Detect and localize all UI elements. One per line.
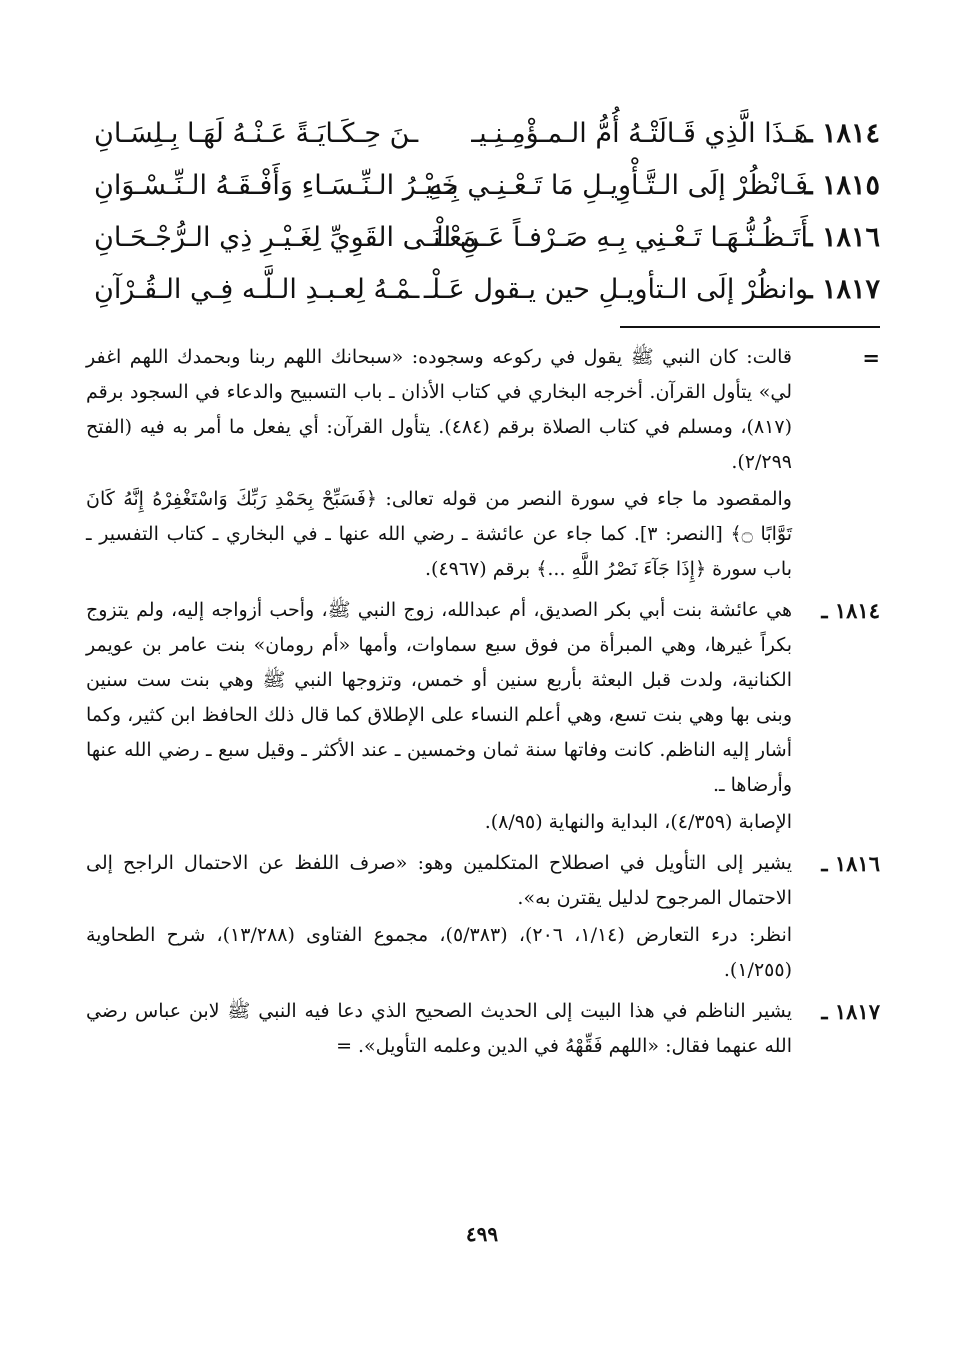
footnotes (86, 340, 880, 1070)
footnote-1816 (86, 846, 880, 988)
footnote-reference: الإصابة (٤/٣٥٩)، البداية والنهاية (٨/٩٥). (484, 811, 792, 833)
verse-first-hemistich: وانظُرْ إلَى الـتأويـلِ حين يـقول عَـلْـ (423, 274, 808, 305)
verse-number: ١٨١٦ ـ (804, 222, 880, 253)
page-number: ٤٩٩ (465, 1222, 499, 1246)
verse-first-hemistich: أَتَـظُـنُّـهَـا تَـعْـنِي بِـهِ صَـرْفـاً عَـنِ الْـ (427, 222, 808, 253)
verse-first-hemistich: هَـذَا الَّذِي قَـالَتْـهُ أُمُّ الـمـؤْمِـنِـيـ (471, 118, 808, 149)
verse-line (84, 108, 880, 160)
verse-first-hemistich: فَـانْظُرْ إلَى الـتَّـأْوِيـلِ مَا تَـعْـنِـي بِـهِ (428, 170, 808, 201)
verse-line (84, 160, 880, 212)
footnote-marker: = (862, 345, 880, 370)
verse-second-hemistich: خَـيْـرُ الـنِّـسَـاءِ وَأَفْـقَـهُ الـنِّـسْـوَانِ (94, 170, 459, 201)
verse-second-hemistich: ـنَ حِـكَـايَـةً عَـنْـهُ لَهَـا بِـلِسَـانِ (94, 118, 419, 149)
footnote-paragraph: هي عائشة بنت أبي بكر الصديق، أم عبدالله، زوج النبي ﷺ، وأحب أزواجه إليه، ولم يتزوج بكراً غيرها، وهي المبرأة من فوق سبع سماوات، وأمها «أم رومان» بنت عامر بن عويمر الكنانية، ولدت قبل البعثة بأربع سنين أو خمس، وتزوجها النبي ﷺ وهي بنت ست سنين وبنى بها وهي بنت تسع، وهي أعلم النساء على الإطلاق كما قال ذلك الحافظ ابن كثير، وكما أشار إليه الناظم. كانت وفاتها سنة ثمان وخمسين ـ عند الأكثر ـ وقيل سبع ـ رضي الله عنها وأرضاها ـ. (86, 599, 793, 796)
verse-number: ١٨١٤ ـ (804, 118, 880, 149)
verse-line (84, 212, 880, 264)
verse-number: ١٨١٧ ـ (804, 274, 880, 305)
footnote-1817 (86, 994, 880, 1064)
footnote-number: ١٨١٧ ـ (821, 999, 880, 1024)
verse-line (84, 264, 880, 316)
footnote-paragraph: والمقصود ما جاء في سورة النصر من قوله تعالى: ﴿فَسَبِّحْ بِحَمْدِ رَبِّكَ وَاسْتَغْفِرْهُ إِنَّهُ كَانَ تَوَّابًا ۝﴾ [النصر: ٣]. كما جاء عن عائشة ـ رضي الله عنها ـ في البخاري ـ كتاب التفسير ـ باب سورة ﴿إِذَا جَآءَ نَصْرُ اللَّهِ ...﴾ برقم (٤٩٦٧). (86, 488, 792, 580)
footnote-number: ١٨١٤ ـ (821, 598, 880, 623)
footnote-paragraph: قالت: كان النبي ﷺ يقول في ركوعه وسجوده: «سبحانك اللهم ربنا وبحمدك اللهم اغفر لي» يتأول القرآن. أخرجه البخاري في كتاب الأذان ـ باب التسبيح والدعاء في السجود برقم (٨١٧)، ومسلم في كتاب الصلاة برقم (٤٨٤). يتأول القرآن: أي يفعل ما أمر به فيه (الفتح ٢/٢٩٩). (86, 346, 792, 473)
poem-verses (84, 108, 880, 316)
footnote-number: ١٨١٦ ـ (821, 851, 880, 876)
footnote-paragraph: يشير إلى التأويل في اصطلاح المتكلمين وهو: «صرف اللفظ عن الاحتمال الراجح إلى الاحتمال المرجوح لدليل يقترن به». (86, 852, 792, 909)
verse-second-hemistich: ـمَعْـنَـى القَوِيِّ لِغَـيْـرِ ذِي الـرُّجْـحَـانِ (94, 222, 486, 253)
footnote-reference: انظر: درء التعارض (١/١٤، ٢٠٦)، (٥/٣٨٣)، مجموع الفتاوى (١٣/٢٨٨)، شرح الطحاوية (١/٢٥٥). (86, 924, 793, 981)
footnote-continuation (86, 340, 880, 587)
footnote-paragraph: يشير الناظم في هذا البيت إلى الحديث الصحيح الذي دعا فيه النبي ﷺ لابن عباس رضي الله عنهما فقال: «اللهم فَقِّهْهُ في الدين وعلمه التأويل». = (86, 1000, 793, 1057)
verse-second-hemistich: ـمْـهُ لِعـبـدِ الـلَّـه فِـي الـقُـرْآنِ (94, 274, 420, 305)
verse-number: ١٨١٥ ـ (804, 170, 880, 201)
footnote-1814 (86, 593, 880, 840)
footnote-separator-rule (620, 326, 880, 328)
